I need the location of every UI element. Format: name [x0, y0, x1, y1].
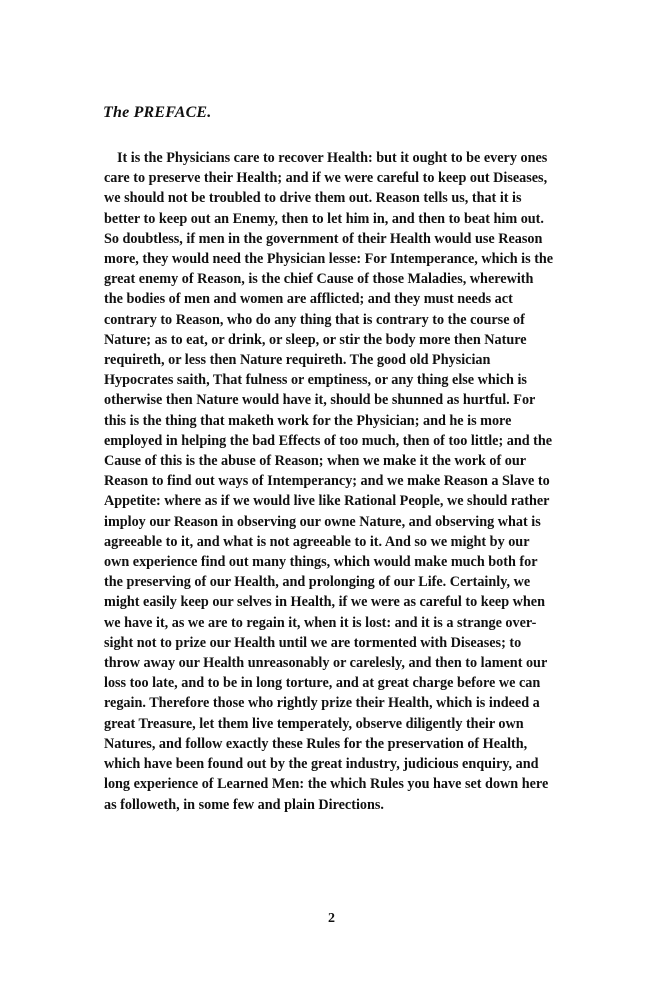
text-line: which have been found out by the great industry, judicious enquiry, and — [104, 756, 539, 773]
text-line: the bodies of men and women are afflicted; and they must needs act — [104, 291, 513, 308]
preface-heading: The PREFACE. — [103, 104, 212, 121]
text-line: employed in helping the bad Effects of too much, then of too little; and the — [104, 432, 553, 449]
text-line: Appetite: where as if we would live like Rational People, we should rather — [104, 493, 550, 510]
text-line: great Treasure, let them live temperately, observe diligently their own — [104, 715, 524, 732]
text-line: long experience of Learned Men: the which Rules you have set down here — [104, 776, 549, 793]
text-line: Hypocrates saith, That fulness or emptiness, or any thing else which is — [104, 372, 527, 389]
text-line: might easily keep our selves in Health, if we were as careful to keep when — [104, 594, 545, 611]
text-line: better to keep out an Enemy, then to let him in, and then to beat him out. — [104, 210, 544, 227]
text-line: imploy our Reason in observing our owne Nature, and observing what is — [104, 513, 541, 530]
text-line: this is the thing that maketh work for the Physician; and he is more — [104, 412, 512, 429]
text-line: more, they would need the Physician lesse: For Intemperance, which is the — [104, 251, 554, 268]
text-line: Reason to find out ways of Intemperancy; and we make Reason a Slave to — [104, 473, 550, 490]
text-line: as followeth, in some few and plain Directions. — [104, 796, 384, 813]
text-line: loss too late, and to be in long torture, and at great charge before we can — [104, 675, 541, 692]
preface-body — [104, 148, 574, 815]
text-line: It is the Physicians care to recover Health: but it ought to be every ones — [117, 150, 548, 166]
text-line: sight not to prize our Health until we are tormented with Diseases; to — [104, 634, 522, 651]
text-line: requireth, or less then Nature requireth. The good old Physician — [104, 352, 491, 369]
text-line: Natures, and follow exactly these Rules for the preservation of Health, — [104, 735, 528, 752]
text-line: Nature; as to eat, or drink, or sleep, or stir the body more then Nature — [104, 331, 527, 348]
text-line: we have it, as we are to regain it, when it is lost: and it is a strange over- — [104, 614, 537, 631]
text-line: own experience find out many things, which would make much both for — [104, 554, 538, 571]
text-line: contrary to Reason, who do any thing that is contrary to the course of — [104, 311, 525, 328]
text-line: we should not be troubled to drive them out. Reason tells us, that it is — [104, 190, 522, 207]
text-line: otherwise then Nature would have it, should be shunned as hurtful. For — [104, 392, 536, 409]
text-line: So doubtless, if men in the government of their Health would use Reason — [104, 230, 543, 247]
text-line: care to preserve their Health; and if we were careful to keep out Diseases, — [104, 170, 548, 187]
text-line: Cause of this is the abuse of Reason; when we make it the work of our — [104, 453, 527, 470]
text-line: regain. Therefore those who rightly prize their Health, which is indeed a — [104, 695, 540, 712]
page-number: 2 — [328, 911, 335, 926]
text-line: the preserving of our Health, and prolonging of our Life. Certainly, we — [104, 574, 531, 591]
text-line: great enemy of Reason, is the chief Cause of those Maladies, wherewith — [104, 271, 534, 288]
text-line: agreeable to it, and what is not agreeable to it. And so we might by our — [104, 533, 530, 550]
text-line: throw away our Health unreasonably or carelesly, and then to lament our — [104, 655, 548, 672]
